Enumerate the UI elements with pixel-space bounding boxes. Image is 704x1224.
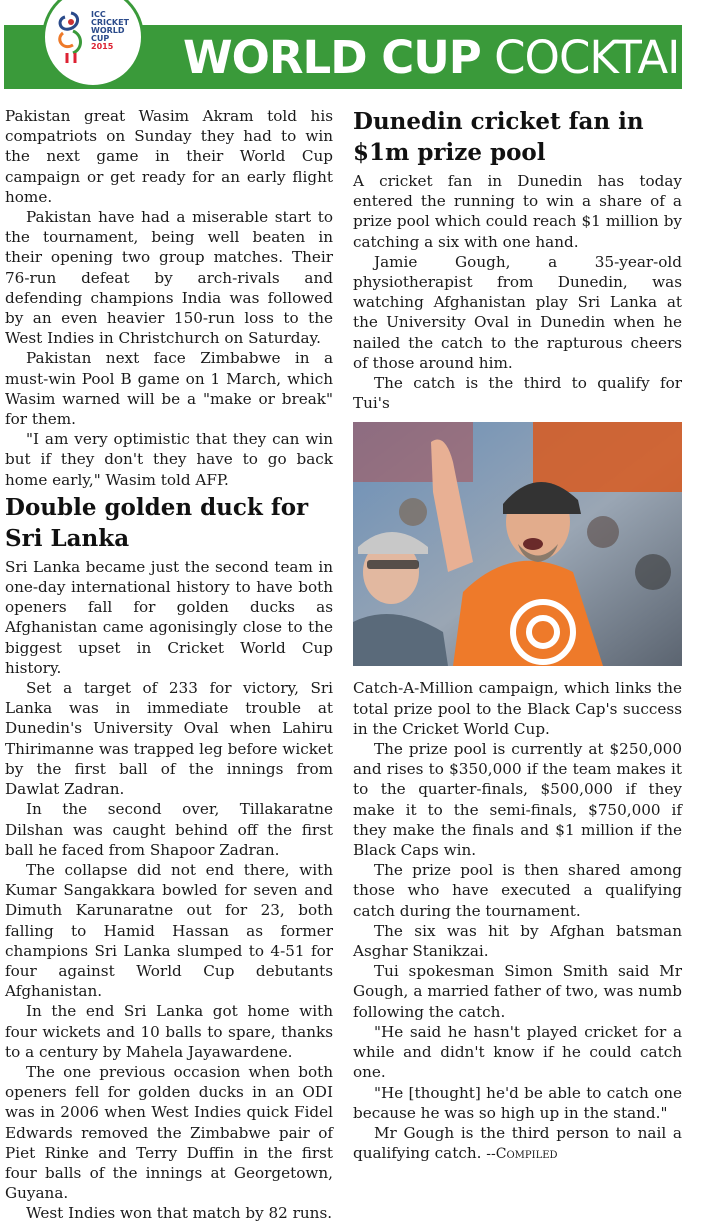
byline-credit: --Compiled (486, 1146, 558, 1163)
article-paragraph: The prize pool is currently at $250,000 and rises to $350,000 if the team makes it to the quarter-finals, $500,000 if they make it to the semi-finals, $750,000 if they make the finals and $1 million if the Black Caps win. (353, 740, 682, 860)
article-paragraph: Set a target of 233 for victory, Sri Lanka was in immediate trouble at Dunedin's University Oval when Lahiru Thirimanne was trapped leg before wicket by the first ball of the innings from Dawlat Zadran. (5, 679, 333, 799)
trophy-swirl-icon (55, 9, 89, 65)
masthead-title (183, 29, 704, 87)
article-paragraph: The one previous occasion when both openers fell for golden ducks in an ODI was in 2006 when West Indies quick Fidel Edwards removed the Zimbabwe pair of Piet Rinke and Terry Duffin in the first four balls of the innings at Georgetown, Guyana. (5, 1062, 333, 1203)
logo-line: WORLD (91, 26, 125, 35)
article-paragraph: Sri Lanka became just the second team in one-day international history to have both openers fall for golden ducks as Afghanistan came agonisingly close to the biggest upset in Cricket World Cup history. (5, 557, 333, 677)
article-paragraph: Pakistan next face Zimbabwe in a must-win Pool B game on 1 March, which Wasim warned will be a "make or break" for them. (5, 349, 333, 429)
article-paragraph: "I am very optimistic that they can win but if they don't they have to go back home early," Wasim told AFP. (5, 430, 333, 489)
article-paragraph: Tui spokesman Simon Smith said Mr Gough, a married father of two, was numb following the catch. (353, 962, 682, 1021)
article-paragraph: The prize pool is then shared among those who have executed a qualifying catch during the tournament. (353, 861, 682, 920)
cricket-fan-photo (353, 422, 682, 666)
article-paragraph: The collapse did not end there, with Kumar Sangakkara bowled for seven and Dimuth Karunaratne out for 23, both falling to Hamid Hassan as former champions Sri Lanka slumped to 4-51 for four against World Cup debutants Afghanistan. (5, 860, 333, 1001)
article-paragraph: Catch-A-Million campaign, which links the total prize pool to the Black Cap's success in the Cricket World Cup. (353, 679, 682, 738)
article-paragraph: The six was hit by Afghan batsman Asghar Stanikzai. (353, 921, 682, 961)
article-paragraph: In the second over, Tillakaratne Dilshan was caught behind off the first ball he faced from Shapoor Zadran. (5, 800, 333, 859)
article-paragraph: "He [thought] he'd be able to catch one because he was so high up in the stand." (353, 1083, 682, 1122)
article-paragraph: The catch is the third to qualify for Tui's (353, 374, 682, 413)
logo-year: 2015 (91, 42, 114, 51)
article-paragraph: "He said he hasn't played cricket for a while and didn't know if he could catch one. (353, 1022, 682, 1082)
headline-golden-duck: Double golden duck for Sri Lanka (5, 493, 309, 552)
article-paragraph: Pakistan have had a miserable start to the tournament, being well beaten in their opening two group matches. Their 76-run defeat by arch-rivals and defending champions India was followed by an even heavier 150-run loss to the West Indies in Christchurch on Saturday. (5, 208, 333, 348)
article-paragraph: Pakistan great Wasim Akram told his compatriots on Sunday they had to win the next game in their World Cup campaign or get ready for an early flight home. (5, 107, 333, 206)
article-closing-paragraph (353, 1123, 682, 1164)
headline-dunedin-fan: Dunedin cricket fan in $1m prize pool (353, 108, 644, 166)
logo-line: CUP (91, 34, 110, 43)
logo-wordmark (91, 11, 129, 51)
closing-text: Mr Gough is the third person to nail a qualifying catch. (353, 1123, 682, 1163)
left-column (5, 106, 333, 1224)
masthead-title-light: COCKTAIL (494, 31, 704, 84)
article-paragraph: Jamie Gough, a 35-year-old physiotherapist from Dunedin, was watching Afghanistan play Sri Lanka at the University Oval in Dunedin when he nailed the catch to the rapturous cheers of those around him. (353, 252, 682, 372)
article-paragraph: A cricket fan in Dunedin has today entered the running to win a share of a prize pool which could reach $1 million by catching a six with one hand. (353, 172, 682, 251)
logo-line: CRICKET (91, 18, 129, 27)
right-column (353, 106, 682, 1164)
article-paragraph: West Indies won that match by 82 runs. (26, 1204, 333, 1223)
masthead-title-bold: WORLD CUP (183, 31, 481, 84)
logo-line: ICC (91, 10, 106, 19)
article-paragraph: In the end Sri Lanka got home with four wickets and 10 balls to spare, thanks to a century by Mahela Jayawardene. (5, 1002, 333, 1061)
